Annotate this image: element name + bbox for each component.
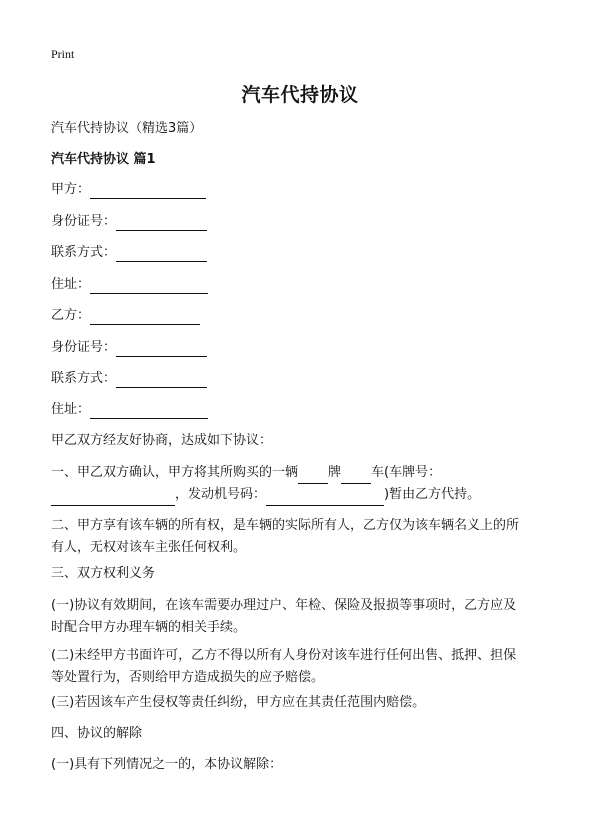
party-a-contact-field (51, 244, 207, 262)
vehicle-model-blank (341, 468, 371, 484)
print-link[interactable]: Print (51, 47, 75, 61)
party-b-contact-field (51, 370, 207, 388)
clause-1-text-b: 牌 (328, 465, 342, 480)
clause-2-line-2: 有人，无权对该车主张任何权利。 (51, 540, 247, 555)
clause-3-2-line-2: 等处置行为，否则给甲方造成损失的应予赔偿。 (51, 670, 325, 685)
plate-number-blank (51, 490, 175, 506)
clause-1-text-d: ，发动机号码： (175, 487, 267, 502)
vehicle-brand-blank (298, 468, 328, 484)
clause-2 (51, 515, 551, 559)
section-heading: 汽车代持协议 篇1 (51, 152, 156, 167)
clause-3-2-line-1: (二)未经甲方书面许可，乙方不得以所有人身份对该车进行任何出售、抵押、担保 (51, 648, 517, 663)
clause-3-2 (51, 645, 551, 689)
party-a-contact-blank (116, 246, 207, 262)
party-b-name-field (51, 307, 200, 325)
party-b-id-blank (116, 341, 207, 357)
clause-3-1 (51, 595, 551, 639)
party-b-address-label: 住址： (51, 402, 91, 417)
party-b-id-field (51, 339, 207, 357)
party-b-id-label: 身份证号： (51, 340, 117, 355)
party-b-address-field (51, 401, 208, 419)
clause-4-heading: 四、协议的解除 (51, 726, 143, 741)
party-a-address-blank (90, 278, 208, 294)
party-a-id-field (51, 213, 207, 231)
party-a-address-field (51, 276, 208, 294)
party-b-contact-blank (116, 372, 207, 388)
clause-1-text-c: 车(车牌号： (371, 465, 442, 480)
party-b-name-label: 乙方： (51, 308, 91, 323)
party-b-address-blank (90, 403, 208, 419)
clause-1-text-e: )暂由乙方代持。 (384, 487, 481, 502)
party-a-id-label: 身份证号： (51, 214, 117, 229)
clause-3-heading: 三、双方权利义务 (51, 566, 156, 581)
party-a-name-label: 甲方： (51, 182, 91, 197)
clause-3-1-line-2: 时配合甲方办理车辆的相关手续。 (51, 620, 247, 635)
party-a-address-label: 住址： (51, 277, 91, 292)
clause-1-text-a: 一、甲乙双方确认，甲方将其所购买的一辆 (51, 465, 299, 480)
agreement-intro: 甲乙双方经友好协商，达成如下协议： (51, 433, 273, 448)
clause-3-1-line-1: (一)协议有效期间，在该车需要办理过户、年检、保险及报损等事项时，乙方应及 (51, 598, 517, 613)
party-a-name-blank (90, 183, 206, 199)
document-title: 汽车代持协议 (241, 84, 359, 106)
clause-2-line-1: 二、甲方享有该车辆的所有权，是车辆的实际所有人，乙方仅为该车辆名义上的所 (51, 518, 520, 533)
party-b-name-blank (90, 309, 200, 325)
party-a-name-field (51, 181, 206, 199)
clause-1 (51, 462, 551, 506)
clause-4-1: (一)具有下列情况之一的，本协议解除： (51, 757, 283, 772)
party-a-id-blank (116, 215, 207, 231)
document-subtitle: 汽车代持协议（精选3篇） (51, 121, 203, 136)
party-b-contact-label: 联系方式： (51, 371, 117, 386)
party-a-contact-label: 联系方式： (51, 245, 117, 260)
engine-number-blank (266, 490, 384, 506)
clause-3-3: (三)若因该车产生侵权等责任纠纷，甲方应在其责任范围内赔偿。 (51, 695, 426, 710)
